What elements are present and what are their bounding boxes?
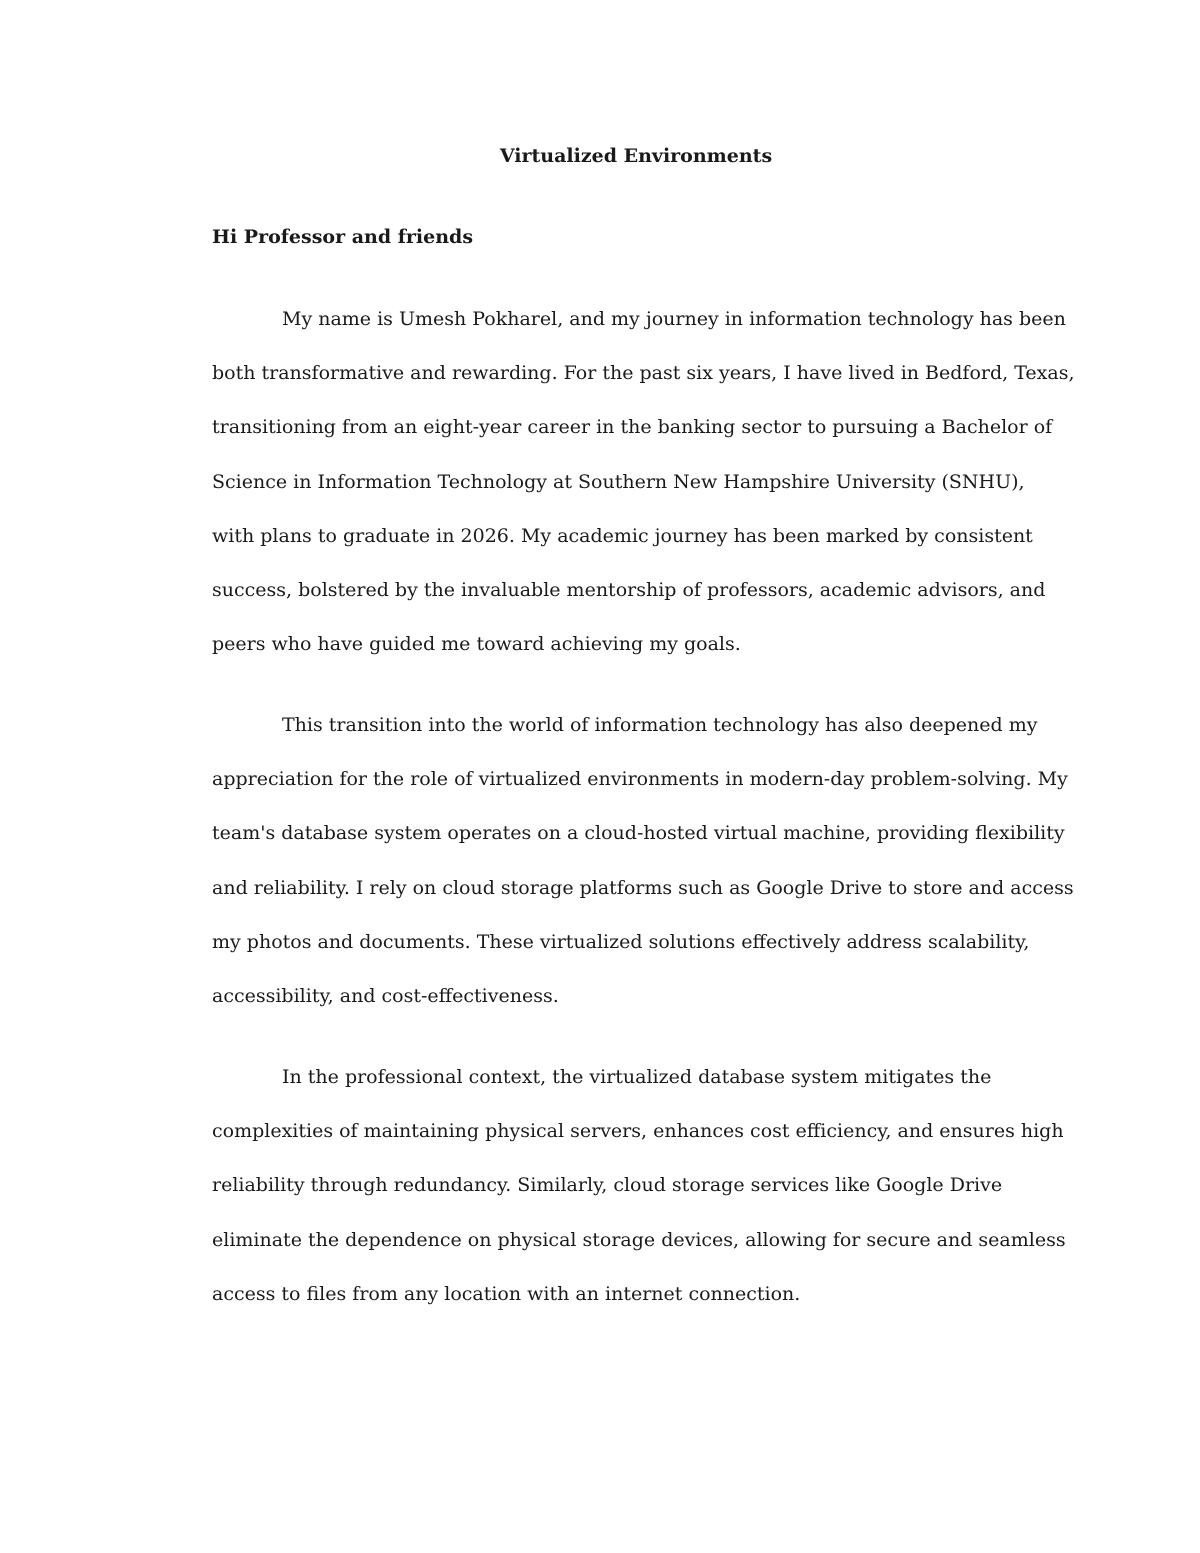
paragraph-line: My name is Umesh Pokharel, and my journey in information technology has been [282, 308, 1066, 330]
paragraph-line: both transformative and rewarding. For the past six years, I have lived in Bedford, Texas, [212, 362, 1075, 385]
paragraph-line: and reliability. I rely on cloud storage platforms such as Google Drive to store and access [212, 876, 1074, 899]
paragraph-virtualization [212, 712, 1072, 1037]
paragraph-line: team's database system operates on a cloud-hosted virtual machine, providing flexibility [212, 822, 1065, 845]
paragraph-line: my photos and documents. These virtualized solutions effectively address scalability, [212, 930, 1030, 953]
paragraph-line: In the professional context, the virtualized database system mitigates the [282, 1066, 992, 1088]
greeting-heading: Hi Professor and friends [212, 226, 474, 248]
paragraph-line: appreciation for the role of virtualized environments in modern-day problem-solving. My [212, 768, 1068, 791]
paragraph-line: with plans to graduate in 2026. My academic journey has been marked by consistent [212, 524, 1033, 547]
paragraph-line: This transition into the world of information technology has also deepened my [282, 714, 1038, 736]
paragraph-line: success, bolstered by the invaluable mentorship of professors, academic advisors, and [212, 578, 1046, 601]
document-title: Virtualized Environments [499, 145, 773, 167]
paragraph-intro [212, 306, 1075, 685]
paragraph-line: complexities of maintaining physical servers, enhances cost efficiency, and ensures high [212, 1120, 1064, 1143]
paragraph-professional [212, 1064, 1072, 1335]
paragraph-line: eliminate the dependence on physical storage devices, allowing for secure and seamless [212, 1228, 1066, 1251]
paragraph-line: transitioning from an eight-year career in the banking sector to pursuing a Bachelor of [212, 416, 1053, 439]
paragraph-line: Science in Information Technology at Southern New Hampshire University (SNHU), [212, 470, 1025, 493]
paragraph-line: peers who have guided me toward achieving my goals. [212, 633, 741, 656]
paragraph-line: access to files from any location with an internet connection. [212, 1282, 801, 1305]
paragraph-line: accessibility, and cost-effectiveness. [212, 984, 559, 1007]
paragraph-line: reliability through redundancy. Similarly, cloud storage services like Google Drive [212, 1174, 1003, 1197]
